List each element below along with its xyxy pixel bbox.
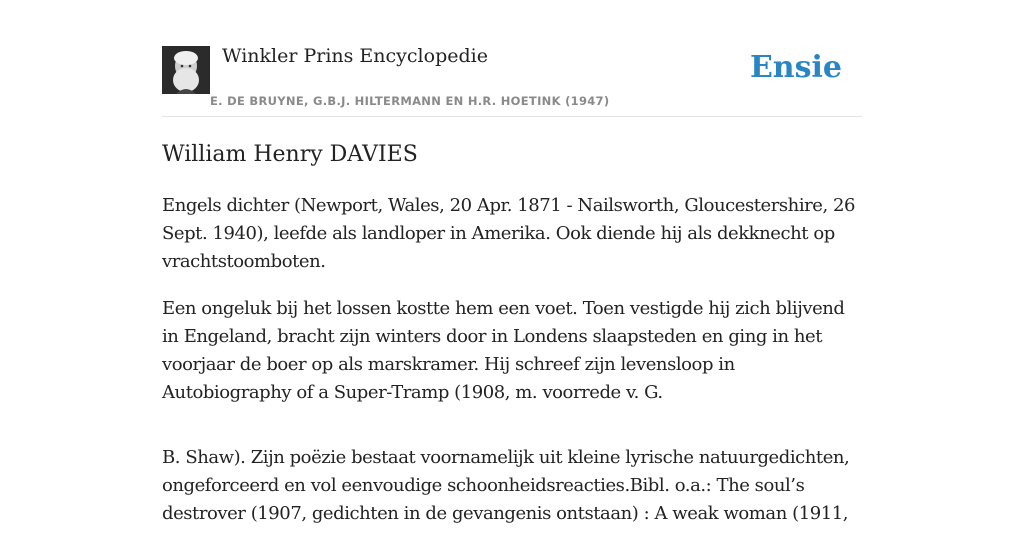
portrait-avatar-icon[interactable]: [162, 46, 210, 94]
site-title[interactable]: Winkler Prins Encyclopedie: [222, 45, 488, 67]
article: [162, 140, 862, 547]
article-paragraph: Engels dichter (Newport, Wales, 20 Apr. 1871 - Nailsworth, Gloucestershire, 26 Sept. 1940), leefde als landloper in Amerika. Ook diende hij als dekknecht op vrachtstoomboten.: [162, 195, 856, 272]
brand-logo-link[interactable]: Ensie: [749, 50, 842, 85]
article-title: William Henry DAVIES: [162, 142, 418, 167]
site-authors: E. DE BRUYNE, G.B.J. HILTERMANN EN H.R. HOETINK (1947): [210, 94, 610, 108]
article-paragraph: Een ongeluk bij het lossen kostte hem een voet. Toen vestigde hij zich blijvend in Engeland, bracht zijn winters door in Londens slaapsteden en ging in het voorjaar de boer op als marskramer. Hij schreef zijn levensloop in Autobiography of a Super-Tramp (1908, m. voorrede v. G.: [162, 298, 845, 403]
site-header: [162, 0, 862, 117]
article-paragraph: B. Shaw). Zijn poëzie bestaat voornamelijk uit kleine lyrische natuurgedichten, ongeforceerd en vol eenvoudige schoonheidsreacties.Bibl. o.a.: The soul’s destrover (1907, gedichten in de gevangenis ontstaan) : A weak woman (1911,: [162, 447, 850, 524]
